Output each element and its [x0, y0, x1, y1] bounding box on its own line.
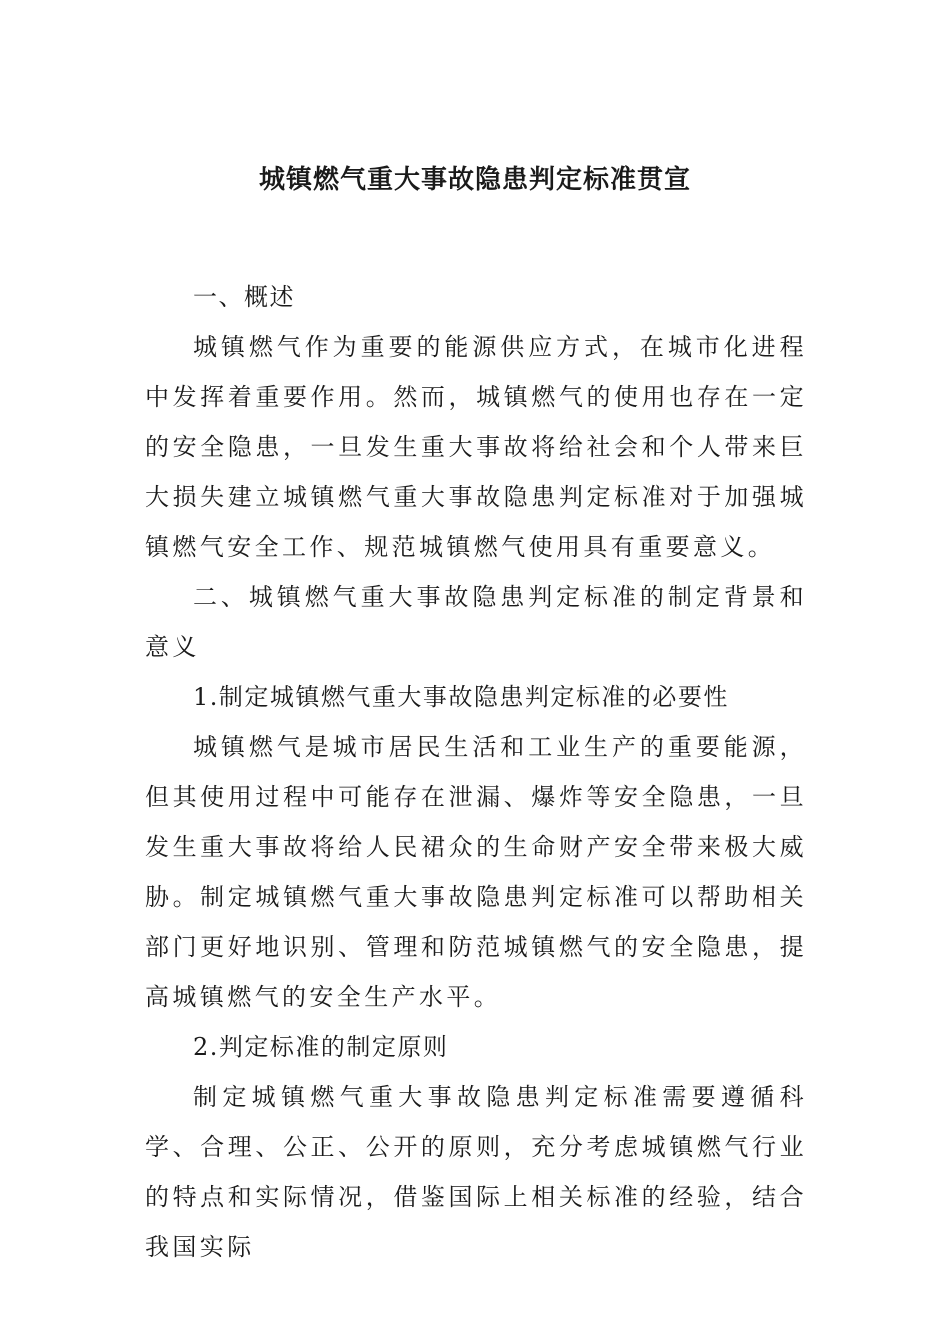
document-body — [145, 272, 807, 1272]
subheading-principles: 2.判定标准的制定原则 — [193, 1033, 449, 1061]
paragraph-necessity: 城镇燃气是城市居民生活和工业生产的重要能源，但其使用过程中可能存在泄漏、爆炸等安全隐患，一旦发生重大事故将给人民裙众的生命财产安全带来极大威胁。制定城镇燃气重大事故隐患判定标准可以帮助相关部门更好地识别、管理和防范城镇燃气的安全隐患，提高城镇燃气的安全生产水平。 — [145, 733, 807, 1011]
section-heading-overview: 一、概述 — [193, 283, 295, 311]
section-heading-background: 二、城镇燃气重大事故隐患判定标准的制定背景和意义 — [145, 583, 807, 661]
paragraph-overview: 城镇燃气作为重要的能源供应方式，在城市化进程中发挥着重要作用。然而，城镇燃气的使用也存在一定的安全隐患，一旦发生重大事故将给社会和个人带来巨大损失建立城镇燃气重大事故隐患判定标准对于加强城镇燃气安全工作、规范城镇燃气使用具有重要意义。 — [145, 333, 807, 561]
subheading-necessity: 1.制定城镇燃气重大事故隐患判定标准的必要性 — [193, 683, 729, 711]
document-title: 城镇燃气重大事故隐患判定标准贯宣 — [258, 165, 691, 195]
paragraph-principles: 制定城镇燃气重大事故隐患判定标准需要遵循科学、合理、公正、公开的原则，充分考虑城镇燃气行业的特点和实际情况，借鉴国际上相关标准的经验，结合我国实际 — [145, 1083, 807, 1261]
